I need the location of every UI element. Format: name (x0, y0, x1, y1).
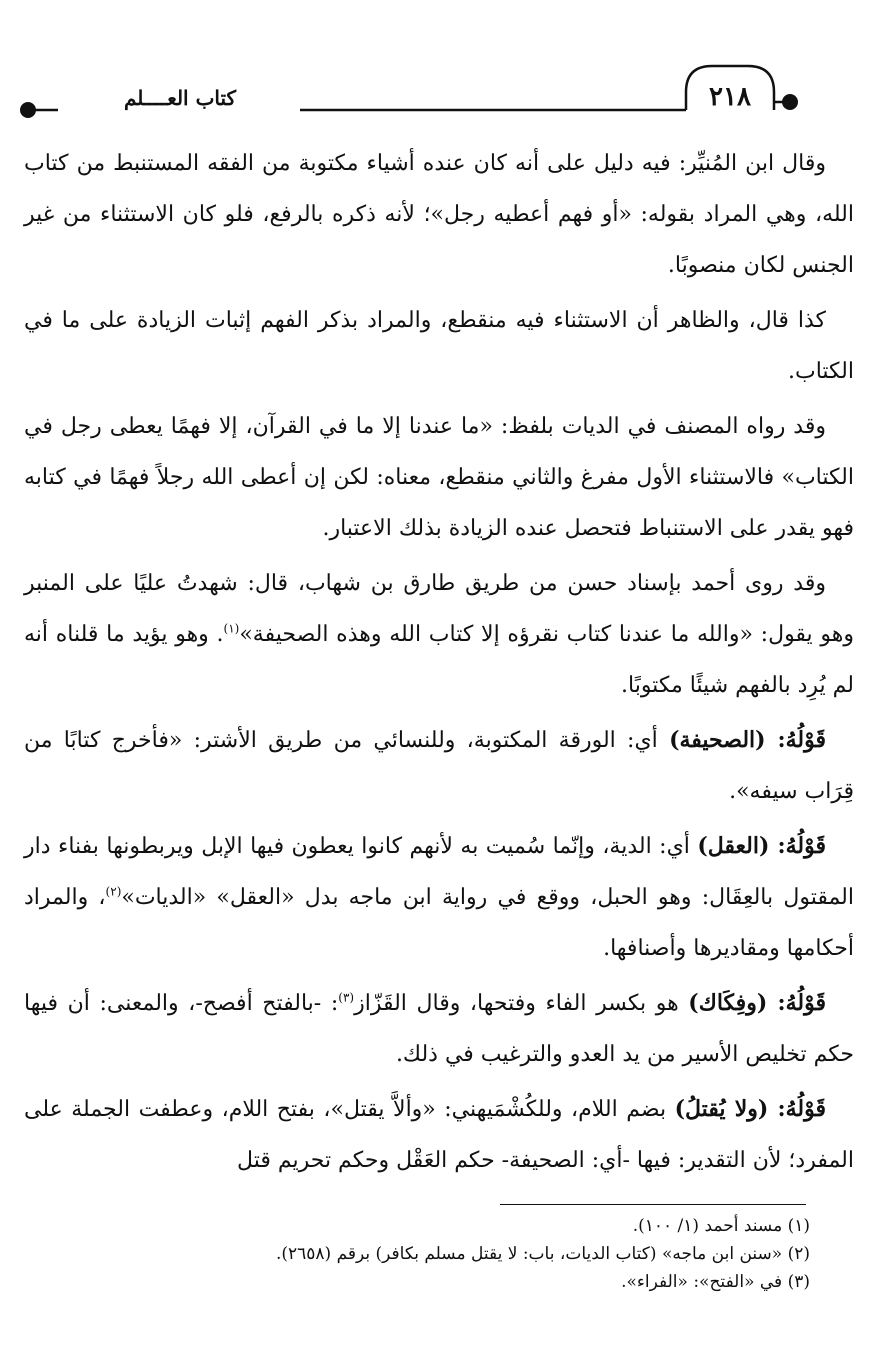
paragraph-text: وقد روى أحمد بإسناد حسن من طريق طارق بن شهاب، قال: شهدتُ عليًا على المنبر وهو يقول: «والله ما عندنا كتاب نقرؤه إلا كتاب الله وهذه الصحيفة» (24, 571, 854, 647)
running-title: كتاب العــــلم (123, 86, 237, 110)
footnote: (٣) في «الفتح»: «الفراء». (621, 1272, 810, 1292)
paragraph (24, 821, 854, 974)
paragraph-lead: قَوْلُهُ: (العقل) (697, 833, 826, 859)
paragraph-tail: . وهو يؤيد ما قلناه أنه لم يُرِد بالفهم شيئًا مكتوبًا. (24, 622, 854, 698)
footnote-marker: (٢) (105, 884, 122, 899)
paragraph (24, 1084, 854, 1186)
footnote: (١) مسند أحمد (١/ ١٠٠). (632, 1216, 810, 1236)
paragraph-text: بضم اللام، وللكُشْمَيهني: «وألاَّ يقتل»، بفتح اللام، وعطفت الجملة على المفرد؛ لأن التقدير: فيها -أي: الصحيفة- حكم العَقْل وحكم تحريم قتل (24, 1097, 854, 1173)
paragraph (24, 295, 854, 397)
paragraph (24, 715, 854, 817)
paragraph (24, 558, 854, 711)
footnote-marker: (١) (223, 621, 240, 636)
footnote-marker: (٣) (338, 990, 355, 1005)
paragraph-text: وقد رواه المصنف في الديات بلفظ: «ما عندنا إلا ما في القرآن، إلا فهمًا يعطى رجل في الكتاب» فالاستثناء الأول مفرغ والثاني منقطع، معناه: لكن إن أعطى الله رجلاً فهمًا في كتابه فهو يقدر على الاستنباط فتحصل عنده الزيادة بذلك الاعتبار. (24, 414, 854, 541)
paragraph (24, 138, 854, 291)
paragraph-text: هو بكسر الفاء وفتحها، وقال القَزّاز (354, 991, 689, 1016)
page-header (0, 0, 873, 130)
paragraph-text: أي: الورقة المكتوبة، وللنسائي من طريق الأشتر: «فأخرج كتابًا من قِرَاب سيفه». (24, 728, 854, 804)
paragraph-text: أي: الدية، وإنّما سُميت به لأنهم كانوا يعطون فيها الإبل ويربطونها بفناء دار المقتول بالعِقَال: وهو الحبل، ووقع في رواية ابن ماجه بدل «العقل» «الديات» (24, 834, 854, 910)
paragraph-tail: : -بالفتح أفصح-، والمعنى: أن فيها حكم تخليص الأسير من يد العدو والترغيب في ذلك. (24, 991, 854, 1067)
paragraph (24, 978, 854, 1080)
paragraph-lead: قَوْلُهُ: (وفِكَاك) (688, 990, 826, 1016)
footnote-divider (500, 1204, 806, 1205)
footnote: (٢) «سنن ابن ماجه» (كتاب الديات، باب: لا يقتل مسلم بكافر) برقم (٢٦٥٨). (275, 1244, 810, 1264)
main-text (24, 138, 854, 1190)
paragraph-text: وقال ابن المُنيِّر: فيه دليل على أنه كان عنده أشياء مكتوبة من الفقه المستنبط من كتاب الله، وهي المراد بقوله: «أو فهم أعطيه رجل»؛ لأنه ذكره بالرفع، فلو كان الاستثناء من غير الجنس لكان منصوبًا. (24, 151, 854, 278)
paragraph-tail: ، والمراد أحكامها ومقاديرها وأصنافها. (24, 885, 854, 961)
footnotes (40, 1212, 810, 1296)
page-number: ٢١٨ (709, 82, 751, 112)
paragraph-text: كذا قال، والظاهر أن الاستثناء فيه منقطع، والمراد بذكر الفهم إثبات الزيادة على ما في الكتاب. (24, 308, 854, 384)
paragraph-lead: قَوْلُهُ: (ولا يُقتلُ) (674, 1096, 826, 1122)
paragraph (24, 401, 854, 554)
paragraph-lead: قَوْلُهُ: (الصحيفة) (669, 727, 826, 753)
